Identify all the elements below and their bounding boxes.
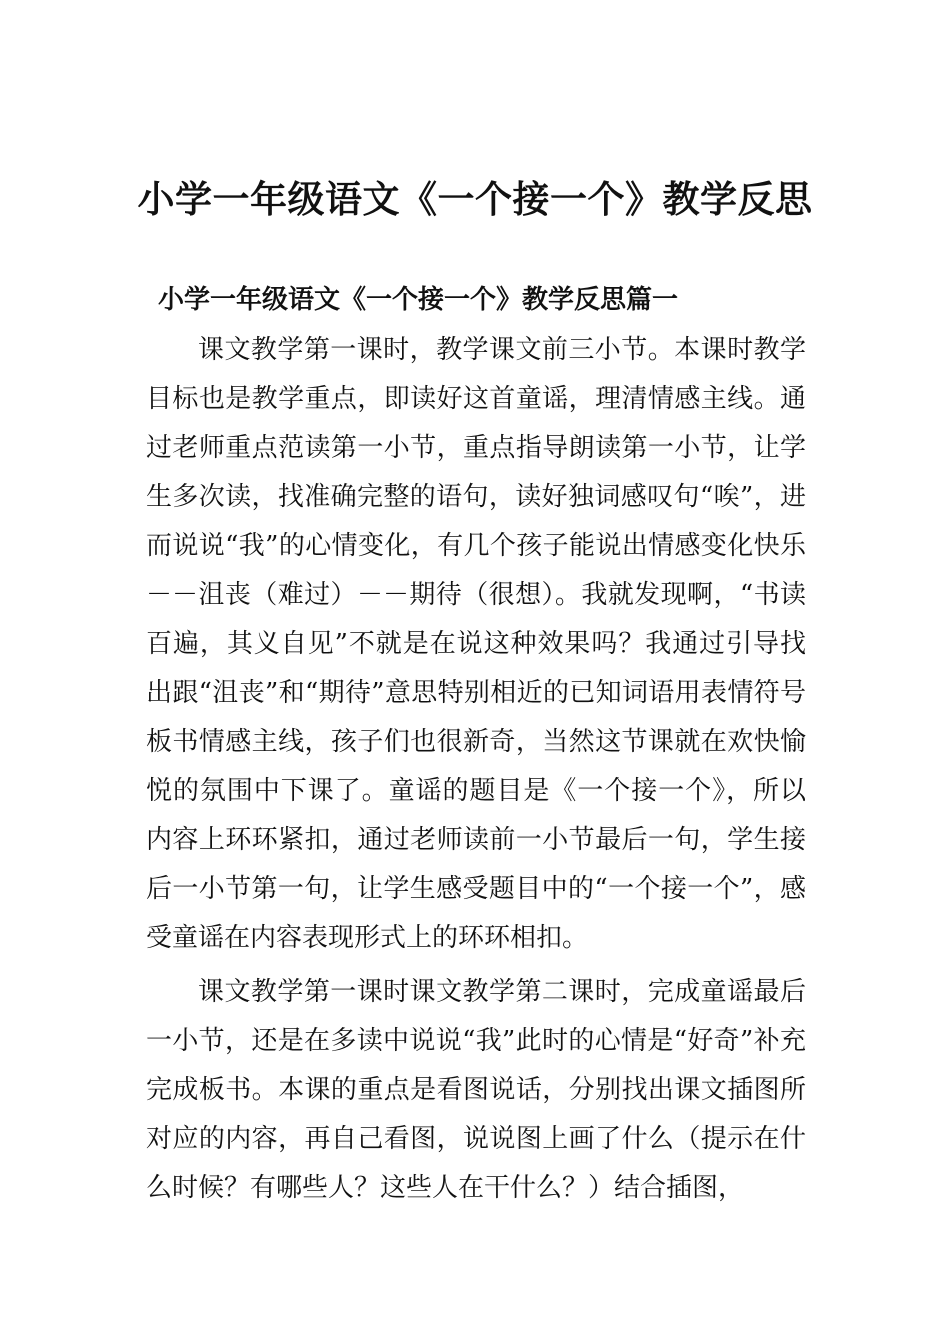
section-heading: 小学一年级语文《一个接一个》教学反思篇一	[158, 285, 679, 315]
body-paragraph-1: 课文教学第一课时，教学课文前三小节。本课时教学目标也是教学重点，即读好这首童谣，理清情感主线。通过老师重点范读第一小节，重点指导朗读第一小节，让学生多次读，找准确完整的语句，读好独词感叹句“唉”，进而说说“我”的心情变化，有几个孩子能说出情感变化快乐－－沮丧（难过）－－期待（很想）。我就发现啊，“书读百遍，其义自见”不就是在说这种效果吗？我通过引导找出跟“沮丧”和“期待”意思特别相近的已知词语用表情符号板书情感主线，孩子们也很新奇，当然这节课就在欢快愉悦的氛围中下课了。童谣的题目是《一个接一个》，所以内容上环环紧扣，通过老师读前一小节最后一句，学生接后一小节第一句，让学生感受题目中的“一个接一个”，感受童谣在内容表现形式上的环环相扣。	[146, 335, 806, 953]
body-paragraph-2: 课文教学第一课时课文教学第二课时，完成童谣最后一小节，还是在多读中说说“我”此时的心情是“好奇”补充完成板书。本课的重点是看图说话，分别找出课文插图所对应的内容，再自己看图，说说图上画了什么（提示在什么时候？有哪些人？这些人在干什么？）结合插图，	[146, 977, 806, 1203]
document-title: 小学一年级语文《一个接一个》教学反思	[137, 178, 813, 221]
